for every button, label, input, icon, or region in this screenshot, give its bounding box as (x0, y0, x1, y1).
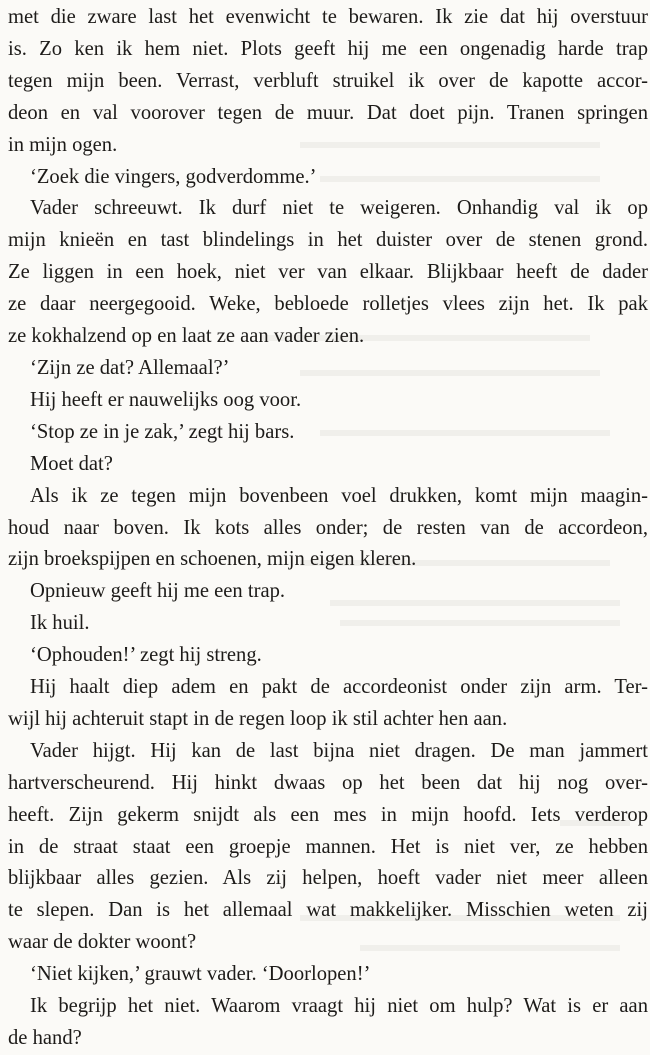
text-line: de hand? (8, 1027, 82, 1049)
text-line: blijkbaar alles gezien. Als zij helpen, hoeft vader niet meer alleen (8, 867, 648, 890)
paragraph (8, 353, 648, 385)
paragraph (8, 417, 648, 449)
text-line: Als ik ze tegen mijn bovenbeen voel drukken, komt mijn maagin- (30, 484, 648, 507)
text-line: hartverscheurend. Hij hinkt dwaas op het been dat hij nog over- (8, 771, 648, 794)
paragraph (8, 2, 648, 162)
text-line: Hij heeft er nauwelijks oog voor. (30, 388, 302, 411)
text-line: deon en val voorover tegen de muur. Dat doet pijn. Tranen springen (8, 101, 648, 124)
text-line: met die zware last het evenwicht te bewaren. Ik zie dat hij overstuur (8, 6, 648, 28)
text-line: te slepen. Dan is het allemaal wat makkelijker. Misschien weten zij (8, 899, 648, 922)
text-line: is. Zo ken ik hem niet. Plots geeft hij me een ongenadig harde trap (8, 37, 648, 60)
paragraph (8, 736, 648, 959)
body-text (8, 2, 648, 1055)
text-line: ‘Zoek die vingers, godverdomme.’ (30, 165, 317, 188)
text-line: heeft. Zijn gekerm snijdt als een mes in mijn hoofd. Iets verderop (8, 803, 648, 826)
paragraph (8, 162, 648, 194)
text-line: ‘Zijn ze dat? Allemaal?’ (30, 356, 230, 379)
paragraph (8, 640, 648, 672)
text-line: tegen mijn been. Verrast, verbluft struikel ik over de kapotte accor- (8, 69, 648, 92)
text-line: ‘Stop ze in je zak,’ zegt hij bars. (30, 420, 295, 443)
text-line: zijn broekspijpen en schoenen, mijn eigen kleren. (8, 548, 417, 571)
text-line: Vader hijgt. Hij kan de last bijna niet dragen. De man jammert (30, 739, 648, 762)
text-line: wijl hij achteruit stapt in de regen loop ik stil achter hen aan. (8, 707, 508, 730)
paragraph (8, 608, 648, 640)
text-line: mijn knieën en tast blindelings in het duister over de stenen grond. (8, 229, 648, 252)
paragraph (8, 193, 648, 353)
text-line: in de straat staat een groepje mannen. Het is niet ver, ze hebben (8, 835, 648, 858)
text-line: Moet dat? (30, 452, 113, 475)
paragraph (8, 959, 648, 991)
text-line: waar de dokter woont? (8, 931, 197, 954)
text-line: in mijn ogen. (8, 133, 118, 156)
text-line: Ze liggen in een hoek, niet ver van elkaar. Blijkbaar heeft de dader (8, 261, 648, 284)
text-line: Ik begrijp het niet. Waarom vraagt hij niet om hulp? Wat is er aan (30, 995, 648, 1018)
paragraph (8, 991, 648, 1055)
text-line: Hij haalt diep adem en pakt de accordeonist onder zijn arm. Ter- (30, 676, 648, 699)
text-line: houd naar boven. Ik kots alles onder; de resten van de accordeon, (8, 516, 648, 539)
text-line: Opnieuw geeft hij me een trap. (30, 580, 286, 603)
text-line: ze daar neergegooid. Weke, bebloede rolletjes vlees zijn het. Ik pak (8, 293, 648, 316)
paragraph (8, 576, 648, 608)
text-line: ‘Ophouden!’ zegt hij streng. (30, 644, 262, 667)
paragraph (8, 449, 648, 481)
paragraph (8, 385, 648, 417)
text-line: ‘Niet kijken,’ grauwt vader. ‘Doorlopen!’ (30, 963, 371, 986)
paragraph (8, 672, 648, 736)
paragraph (8, 481, 648, 577)
text-line: Vader schreeuwt. Ik durf niet te weigeren. Onhandig val ik op (30, 197, 648, 220)
text-line: Ik huil. (30, 612, 90, 635)
text-line: ze kokhalzend op en laat ze aan vader zien. (8, 325, 365, 348)
